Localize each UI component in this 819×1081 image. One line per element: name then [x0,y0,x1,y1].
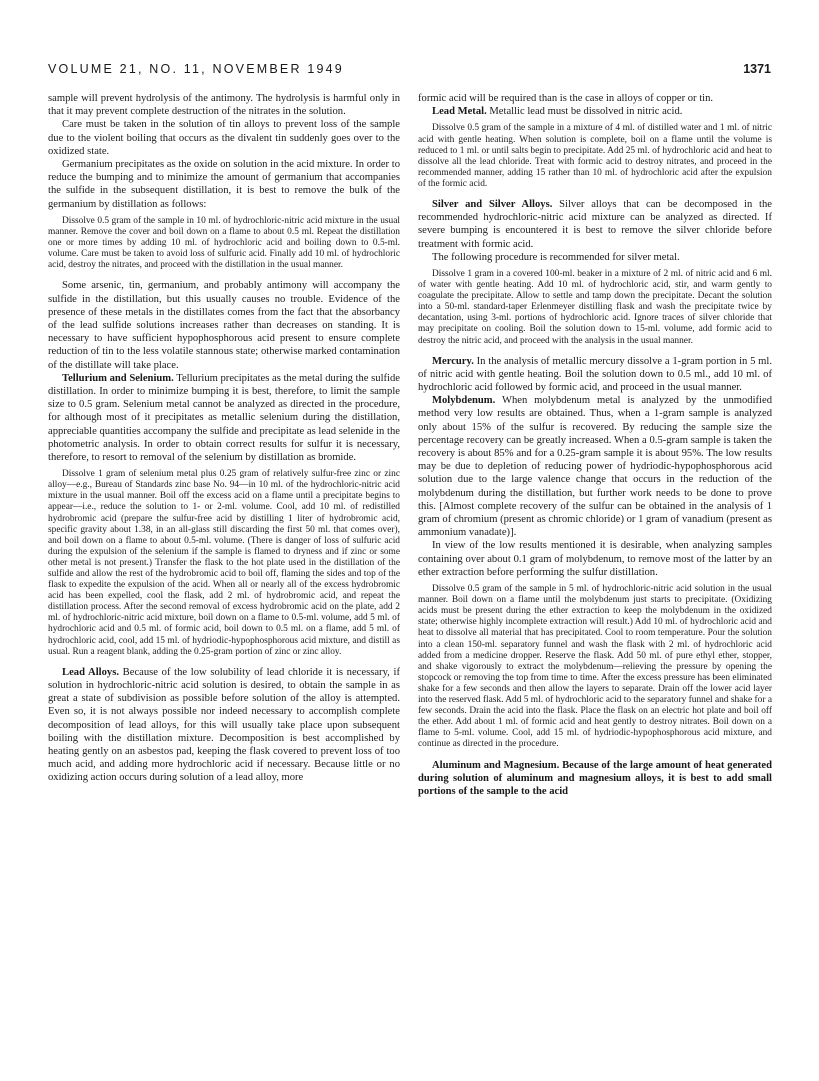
journal-volume-issue: VOLUME 21, NO. 11, NOVEMBER 1949 [48,62,344,76]
heading-mercury: Mercury. [432,355,474,367]
right-column [418,92,772,798]
paragraph-tellurium-selenium [48,372,400,464]
paragraph-tin-alloys: Care must be taken in the solution of tin alloys to prevent loss of the sample due to the violent boiling that occurs as the divalent tin suddenly goes over to the oxidized state. [48,119,400,157]
heading-silver: Silver and Silver Alloys. [432,198,553,210]
procedure-silver: Dissolve 1 gram in a covered 100-ml. beaker in a mixture of 2 ml. of nitric acid and 6 ml. of water with gentle heating. Add 10 ml. of hydrochloric acid, stir, and warm gently to coagulate the precipitate. Allow to settle and tamp down the precipitate. Decant the solution into a 50-ml. standard-taper Erlenmeyer distilling flask and wash the precipitate twice by decantation, using 3-ml. portions of hydrochloric acid. Ignore traces of silver chloride that may precipitate on cooling. Boil the solution down to 15-ml. volume, add formic acid to destroy the nitric acid, and proceed with the analysis in the usual manner. [418,268,772,346]
heading-aluminum-magnesium: Aluminum and Magnesium. [432,759,560,771]
heading-tellurium-selenium: Tellurium and Selenium. [62,372,174,384]
page-number: 1371 [743,62,771,76]
text-lead-metal: Metallic lead must be dissolved in nitric acid. [489,106,683,118]
text-tellurium-selenium: Tellurium precipitates as the metal during the sulfide distillation. In order to minimize bumping it is best, therefore, to limit the sample size to 0.5 gram. Selenium metal cannot be analyzed as directed in the procedure, for although most of it precipitates as metallic selenium during the distillation, appreciable quantities accompany the sulfide and precipitate as lead selenide in the photometric analysis. In order to obtain correct results for sulfur it is necessary, therefore, to resort to removal of the selenium by distillation as bromide. [48,372,400,463]
procedure-germanium: Dissolve 0.5 gram of the sample in 10 ml. of hydrochloric-nitric acid mixture in the usual manner. Remove the cover and boil down on a flame to about 0.5 ml. Repeat the distillation one or more times by adding 10 ml. of hydrochloric acid and boiling down to 0.5-ml. volume. Care must be taken to avoid loss of sulfuric acid. Finally add 10 ml. of hydrochloric acid, destroy the nitrates, and proceed with the distillation in the usual manner. [48,215,400,271]
paragraph-lead-metal [418,105,772,118]
paragraph-silver [418,198,772,251]
paragraph-molybdenum [418,394,772,539]
procedure-lead-metal: Dissolve 0.5 gram of the sample in a mixture of 4 ml. of distilled water and 1 ml. of nitric acid with gentle heating. When solution is complete, boil on a flame until the volume is reduced to 1 ml. or until salts begin to precipitate. Add 25 ml. of hydrochloric acid and heat to dissolve all the lead chloride. Treat with formic acid to destroy nitrates, and proceed in the recommended manner, adding 15 rather than 10 ml. of hydrochloric acid after the expulsion of the formic acid. [418,123,772,189]
paragraph-arsenic-tin: Some arsenic, tin, germanium, and probably antimony will accompany the sulfide in the distillation, but this usually causes no trouble. Evidence of the presence of these metals in the distillates comes from the fact that the absorbancy of the lead sulfide solutions increases rather than decreases on standing. It is necessary to have sufficient hypophosphorous acid present to ensure complete reduction of tin to the less volatile stannous state; otherwise marked contamination of the distillate will take place. [48,280,400,371]
paragraph-lead-alloys [48,666,400,785]
procedure-molybdenum: Dissolve 0.5 gram of the sample in 5 ml. of hydrochloric-nitric acid solution in the usual manner. Boil down on a flame until the molybdenum just starts to precipitate. (Oxidizing acids must be present during the ether extraction to keep the molybdenum in the oxidized state; otherwise highly incomplete extraction will result.) Add 10 ml. of hydrochloric acid and heat to dissolve all material that has precipitated. Cool to room temperature. Pour the solution into a clean 150-ml. separatory funnel and wash the flask with 2 ml. of hydrochloric acid added from a medicine dropper. Reserve the flask. Add 50 ml. of pure ethyl ether, stopper, and shake vigorously to extract the molybdenum—relieving the pressure by opening the stopcock or removing the top from time to time. After the excess pressure has been eliminated shake for a few seconds and then allow the layers to separate. Drain off the lower acid layer into the reserved flask. Add 5 ml. of hydrochloric acid to the separatory funnel and shake for a few seconds. Drain the acid into the flask. Place the flask on an electric hot plate and boil off the ether. Add about 1 ml. of formic acid and heat gently to destroy nitrates. Boil down on a flame to 5-ml. volume. Cool, add 15 ml. of hydriodic-hypophosphorous acid mixture, and continue as directed in the procedure. [418,584,772,750]
paragraph-antimony: sample will prevent hydrolysis of the antimony. The hydrolysis is harmful only in that it may prevent complete destruction of the nitrates in the solution. [48,93,400,118]
paragraph-molybdenum-extraction: In view of the low results mentioned it is desirable, when analyzing samples containing over about 0.1 gram of molybdenum, to remove most of the latter by an ether extraction before performing the sulfur distillation. [418,540,772,578]
text-molybdenum: When molybdenum metal is analyzed by the unmodified method very low results are obtained. Thus, when a 1-gram sample is analyzed only about 15% of the sulfur is recovered. By reducing the sample size the percentage recovery can be greatly increased. When a 0.5-gram sample is taken the recovery is about 85% and for a 0.25-gram sample it is about 95%. The low results may be due to depletion of reducing power of hydriodic-hypophosphorous acid solution due to the large valence change that occurs in the reduction of the molybdenum during the distillation, but further work needs to be done to prove this. [Almost complete recovery of the sulfur can be obtained in the analysis of 1 gram of chromium (present as chromic chloride) or 1 gram of vanadium (present as ammonium vanadate)]. [418,395,772,539]
paragraph-mercury [418,355,772,395]
procedure-selenium: Dissolve 1 gram of selenium metal plus 0.25 gram of relatively sulfur-free zinc or zinc alloy—e.g., Bureau of Standards zinc base No. 94—in 10 ml. of the hydrochloric-nitric acid mixture in the usual manner. Boil off the excess acid on a flame until a precipitate begins to appear—i.e., reduce the solution to 1- or 2-ml. volume. Cool, add 10 ml. of redistilled hydrobromic acid (prepare the sulfur-free acid by distilling 1 liter of hydrobromic acid, specific gravity about 1.38, in an all-glass still discarding the first 50 ml. that comes over), and boil down on a flame to about 0.5-ml. volume. (There is danger of loss of sulfuric acid during the expulsion of the selenium if the sample is flamed to dryness and if zinc or some other metal is not present.) Transfer the flask to the hot plate used in the distillation of the sulfide and allow the rest of the hydrobromic acid to boil off, flaming the sides and top of the flask to expedite the expulsion of the acid. When all or nearly all of the excess hydrobromic acid has been expelled, cool the flask, add 2 ml. of hydrobromic acid, and repeat the distillation process. After the second removal of excess hydrobromic acid on the plate, add 2 ml. of hydrochloric-nitric acid mixture, boil down on a flame to 0.5-ml. volume, add 5 ml. of hydrochloric acid and 0.5 ml. of formic acid, boil down to 0.5 ml. on a flame, add 5 ml. of hydrochloric acid, cool, add 15 ml. of hydriodic-hypophosphorous acid mixture, and distill as usual. Run a reagent blank, adding the 0.25-gram portion of zinc or zinc alloy. [48,469,400,657]
paragraph-silver-metal: The following procedure is recommended for silver metal. [432,251,680,263]
heading-molybdenum: Molybdenum. [432,395,496,407]
text-silver: Silver alloys that can be decomposed in the recommended hydrochloric-nitric acid mixture can be analyzed as directed. If severe bumping is encountered it is best to remove the silver chloride before treatment with formic acid. [418,198,772,250]
text-mercury: In the analysis of metallic mercury dissolve a 1-gram portion in 5 ml. of nitric acid with gentle heating. Boil the solution down to 0.5 ml., add 10 ml. of hydrochloric acid followed by formic acid, and proceed in the usual manner. [418,355,773,394]
heading-lead-metal: Lead Metal. [432,106,487,118]
paragraph-aluminum-magnesium [418,759,772,799]
paragraph-formic-acid: formic acid will be required than is the case in alloys of copper or tin. [418,93,714,104]
running-header [48,62,771,80]
heading-lead-alloys: Lead Alloys. [62,666,119,678]
text-lead-alloys: Because of the low solubility of lead chloride it is necessary, if solution in hydrochloric-nitric acid solution is desired, to obtain the sample in as great a state of subdivision as possible before solution of the alloy is attempted. Even so, it is not always possible nor indeed necessary to accomplish complete decomposition of lead alloys, for this will usually take place upon subsequent boiling with the distillation mixture. Decomposition is best accomplished by heating gently on an asbestos pad, keeping the flask covered to prevent loss of too much acid, and adding more hydrochloric acid if necessary. Because little or no oxidizing action occurs during solution of a lead alloy, more [48,666,400,784]
text-aluminum-magnesium: Because of the large amount of heat generated during solution of aluminum and magnesium alloys, it is best to add small portions of the sample to the acid [418,759,772,797]
left-column [48,92,400,785]
paragraph-germanium: Germanium precipitates as the oxide on solution in the acid mixture. In order to reduce the bumping and to minimize the amount of germanium that accompanies the sulfide in the subsequent distillation, it is best to remove the bulk of the germanium by distillation as follows: [48,159,400,210]
